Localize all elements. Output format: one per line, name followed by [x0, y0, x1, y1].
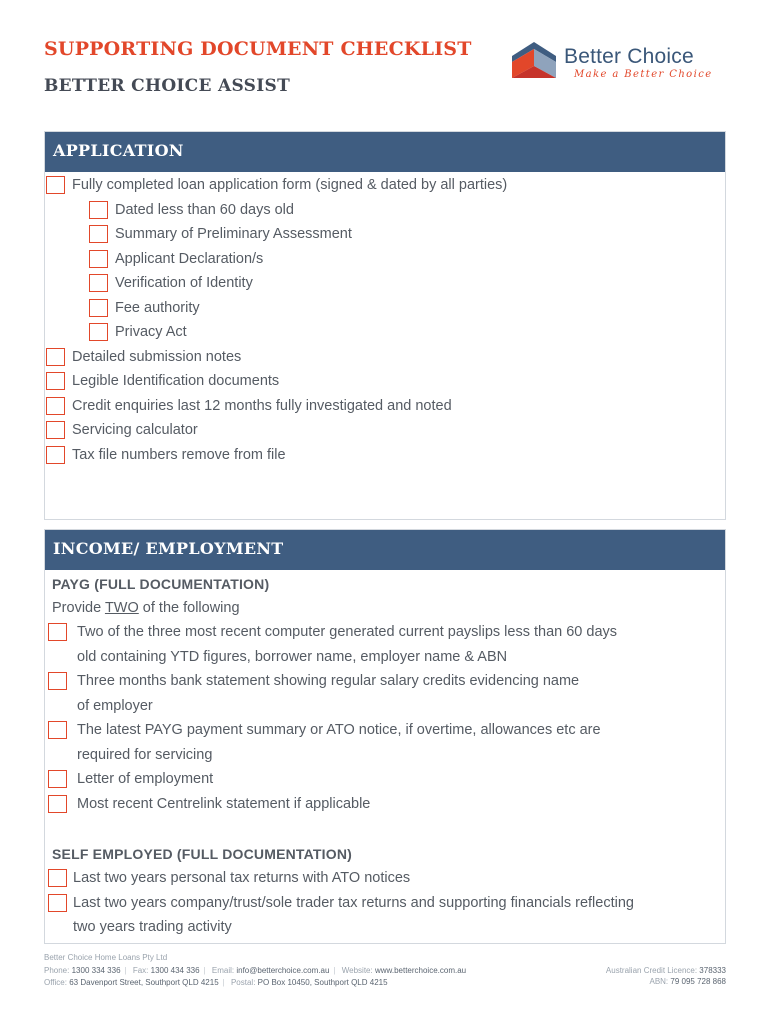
- self-employed-item-checkbox[interactable]: [48, 869, 67, 887]
- self-employed-item-checkbox[interactable]: [48, 894, 67, 912]
- application-item-label: Fully completed loan application form (signed & dated by all parties): [72, 177, 508, 193]
- application-item-checkbox[interactable]: [46, 348, 65, 366]
- application-item-label: Detailed submission notes: [72, 348, 242, 365]
- payg-item-label: Two of the three most recent computer generated current payslips less than 60 days: [77, 624, 618, 640]
- application-item-label: Credit enquiries last 12 months fully investigated and noted: [72, 397, 452, 414]
- payg-item-continuation: old containing YTD figures, borrower name, employer name & ABN: [77, 648, 508, 665]
- footer-office: 63 Davenport Street, Southport QLD 4215: [69, 978, 219, 987]
- application-item-checkbox[interactable]: [46, 446, 65, 464]
- self-employed-item-label: Last two years company/trust/sole trader tax returns and supporting financials reflecting: [73, 894, 634, 911]
- footer-fax: 1300 434 336: [150, 965, 200, 975]
- footer-email-label: Email:: [211, 965, 235, 975]
- footer-fax-label: Fax:: [132, 965, 149, 975]
- payg-item-label: The latest PAYG payment summary or ATO notice, if overtime, allowances etc are: [77, 722, 601, 738]
- payg-item-continuation: required for servicing: [77, 746, 213, 763]
- payg-heading: PAYG (FULL DOCUMENTATION): [52, 576, 270, 592]
- application-item-checkbox[interactable]: [46, 372, 65, 390]
- application-item-label: Legible Identification documents: [72, 373, 280, 389]
- application-item-checkbox[interactable]: [46, 421, 65, 439]
- footer-contact: Better Choice Home Loans Pty Ltd Phone: 1300 334 336 | Fax: 1300 434 336 | Email: info@betterchoice.com.au | Website: www.betterchoice.com.au Office: 63 Davenport Street, Southport QLD 4215 | Postal: PO Box 10450, Southport QLD 4215: [44, 953, 467, 987]
- self-employed-item-continuation: two years trading activity: [73, 919, 232, 935]
- logo-name: Better Choice: [564, 45, 694, 68]
- page-subtitle: BETTER CHOICE ASSIST: [44, 76, 291, 96]
- footer-office-label: Office:: [44, 978, 67, 987]
- page-title: SUPPORTING DOCUMENT CHECKLIST: [44, 38, 472, 60]
- application-item-checkbox[interactable]: [89, 201, 108, 219]
- application-section: [44, 131, 726, 520]
- application-item-label: Servicing calculator: [72, 422, 198, 438]
- payg-item-label: Most recent Centrelink statement if applicable: [77, 795, 371, 812]
- footer-website-link[interactable]: www.betterchoice.com.au: [374, 965, 467, 975]
- payg-item-continuation: of employer: [77, 697, 153, 714]
- payg-item-checkbox[interactable]: [48, 672, 67, 690]
- logo-tagline: Make a Better Choice: [574, 69, 713, 80]
- footer-company: Better Choice Home Loans Pty Ltd: [44, 953, 168, 962]
- application-item-label: Applicant Declaration/s: [115, 250, 264, 267]
- payg-instruction: Provide TWO of the following: [52, 600, 240, 616]
- footer-email-link[interactable]: info@betterchoice.com.au: [236, 965, 330, 975]
- application-item-label: Privacy Act: [115, 324, 187, 340]
- self-employed-heading: SELF EMPLOYED (FULL DOCUMENTATION): [52, 846, 353, 862]
- footer-abn-label: ABN:: [649, 976, 669, 986]
- company-logo: [510, 40, 730, 82]
- house-roof-logo-icon: [510, 40, 558, 80]
- footer-licence-label: Australian Credit Licence:: [605, 966, 698, 975]
- application-item-checkbox[interactable]: [89, 225, 108, 243]
- application-item-checkbox[interactable]: [89, 323, 108, 341]
- application-section-title: APPLICATION: [45, 132, 725, 172]
- footer-postal: PO Box 10450, Southport QLD 4215: [257, 978, 388, 987]
- payg-item-checkbox[interactable]: [48, 623, 67, 641]
- footer-postal-label: Postal:: [230, 978, 256, 987]
- application-item-checkbox[interactable]: [89, 299, 108, 317]
- footer-phone[interactable]: 1300 334 336: [71, 965, 121, 975]
- footer-licence-number: 378333: [699, 966, 726, 975]
- footer-website-label: Website:: [341, 965, 373, 975]
- application-item-label: Summary of Preliminary Assessment: [115, 226, 352, 242]
- footer-abn-number: 79 095 728 868: [670, 976, 726, 986]
- application-item-checkbox[interactable]: [89, 250, 108, 268]
- application-item-checkbox[interactable]: [46, 397, 65, 415]
- application-item-label: Verification of Identity: [115, 275, 253, 291]
- footer-phone-label: Phone:: [44, 965, 70, 975]
- application-item-checkbox[interactable]: [46, 176, 65, 194]
- payg-item-checkbox[interactable]: [48, 770, 67, 788]
- application-item-checkbox[interactable]: [89, 274, 108, 292]
- income-section-title: INCOME/ EMPLOYMENT: [45, 530, 725, 570]
- payg-instruction-emphasis: TWO: [104, 600, 139, 616]
- application-item-label: Dated less than 60 days old: [115, 201, 294, 218]
- payg-item-label: Letter of employment: [77, 771, 214, 787]
- application-item-label: Tax file numbers remove from file: [72, 446, 286, 463]
- application-item-label: Fee authority: [115, 299, 200, 316]
- payg-item-checkbox[interactable]: [48, 795, 67, 813]
- footer-licence: [560, 966, 726, 987]
- income-section: [44, 529, 726, 944]
- payg-item-checkbox[interactable]: [48, 721, 67, 739]
- self-employed-item-label: Last two years personal tax returns with ATO notices: [73, 870, 411, 886]
- payg-item-label: Three months bank statement showing regular salary credits evidencing name: [77, 673, 580, 689]
